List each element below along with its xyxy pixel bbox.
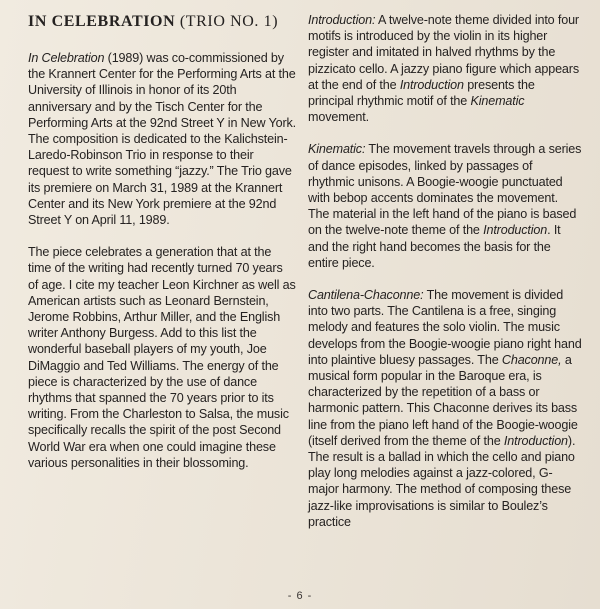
left-column: [28, 12, 296, 487]
introduction-paragraph: Introduction: A twelve-note theme divided into four motifs is introduced by the violin in its higher register and imitated in halved rhythms by the pizzicato cello. A jazzy piano figure which appears at the end of the Introduction presents the principal rhythmic motif of the Kinematic movement.: [308, 13, 579, 125]
inspiration-paragraph: The piece celebrates a generation that at the time of the writing had recently turned 70 years of age. I cite my teacher Leon Kirchner as well as American artists such as Leonard Bernstein, Jerome Robbins, Arthur Miller, and the English writer Anthony Burgess. Add to this list the wonderful baseball players of my youth, Joe DiMaggio and Ted Williams. The energy of the piece is characterized by the use of dance rhythms that spanned the 70 years prior to its writing. From the Charleston to Salsa, the music specifically recalls the spirit of the post Second World War era when one could imagine these various personalities in their blossoming.: [28, 245, 296, 470]
history-text: (1989) was co-commissioned by the Krannert Center for the Performing Arts at the University of Illinois in honor of its 20th anniversary and by the Tisch Center for the Performing Arts at the 92nd Street Y in New York. The composition is dedicated to the Kalichstein-Laredo-Robinson Trio in response to their request to write something “jazzy.” The Trio gave its premiere on March 31, 1989 at the Krannert Center and its New York premiere at the 92nd Street Y on April 11, 1989.: [28, 51, 297, 228]
page-number: - 6 -: [287, 590, 313, 602]
heading-title: IN CELEBRATION: [28, 13, 176, 30]
introduction-label: Introduction:: [308, 13, 376, 27]
history-paragraph: [28, 50, 296, 228]
heading-subtitle: (TRIO NO. 1): [175, 13, 279, 30]
right-column: [308, 12, 582, 546]
kinematic-paragraph: Kinematic: The movement travels through a series of dance episodes, linked by passages of rhythmic unisons. A Boogie-woogie punctuated with bebop accents dominates the movement. The material in the left hand of the piano is based on the twelve-note theme of the Introduction. It and the right hand becomes the basis for the entire piece.: [308, 142, 582, 270]
cantilena-label: Cantilena-Chaconne:: [308, 288, 424, 303]
kinematic-label: Kinematic:: [308, 142, 366, 157]
work-title: In Celebration: [28, 51, 105, 65]
section-heading: [28, 12, 296, 32]
cantilena-paragraph: Cantilena-Chaconne: The movement is divided into two parts. The Cantilena is a free, singing melody and features the solo violin. The music develops from the Boogie-woogie piano right hand into plaintive bluesy passages. The Chaconne, a musical form popular in the Baroque era, is characterized by the repetition of a bass or harmonic pattern. This Chaconne derives its bass line from the piano left hand of the Boogie-woogie (itself derived from the theme of the Introduction). The result is a ballad in which the cello and piano play long melodies against a jazz-colored, G-major harmony. The method of composing these jazz-like improvisations is similar to Boulez’s practice: [308, 288, 582, 529]
